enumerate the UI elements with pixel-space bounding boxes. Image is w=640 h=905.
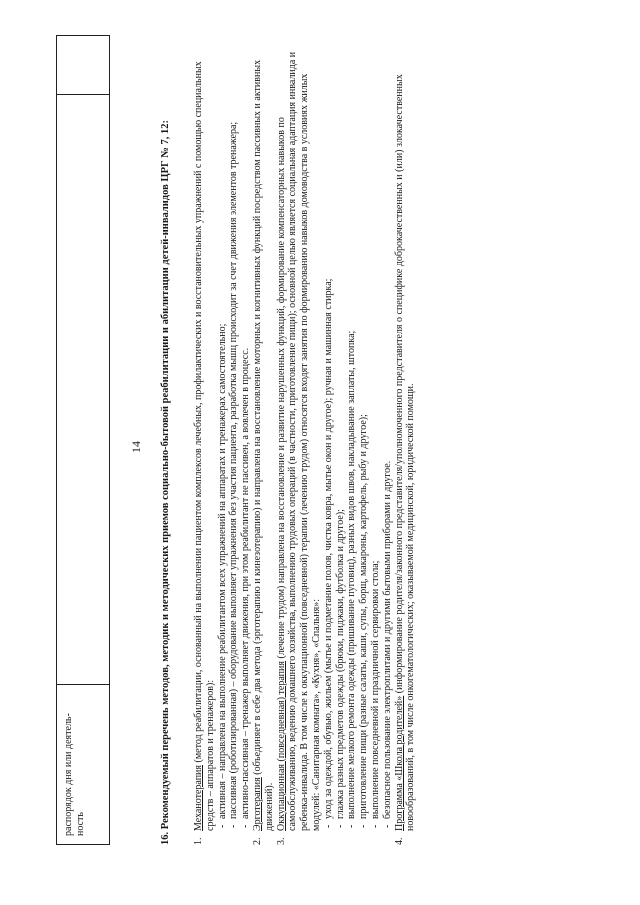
section-heading: 16. Рекомендуемый перечень методов, методик и методических приемов социально-бытовой реабилитации и абилитации детей-инвалидов ЦРГ № 7, 12:: [160, 120, 171, 845]
item-text: (лечение трудом) направлена на восстановление и развитие нарушенных функций, формирование компенсаторных навыков по самообслуживанию, ведению домашнего хозяйства, выполнению трудовых операций (в частности, приготовление пищи); основной целью является социальная адаптация инвалида и ребенка-инвалида. В том числе к оккупационной (повседневной) терапии (лечению трудом) относятся входят занятия по формированию навыков домоводства в условиях жилых модулей: «Санитарная комната», «Кухня», «Спальня»:: [275, 51, 322, 831]
sub-item: - выполнение мелкого ремонта одежды (пришивание пуговиц), разных видов швов, накладывание заплаты, штопка;: [346, 40, 358, 831]
sub-item: - уход за одеждой, обувью, жильем (мытье и подметание полов, чистка ковра, мытье окон и другое); ручная и машинная стирка;: [323, 40, 335, 831]
rotated-content: [56, 35, 466, 845]
item-term: Эрготерапия: [251, 777, 263, 831]
sub-item: - приготовление пищи (разные салаты, каши, супы, борщ, макароны, картофель, рыбу и другое);: [358, 40, 370, 831]
schedule-table-cell: распорядок дня или деятель-ность: [57, 684, 109, 844]
list-item: [276, 40, 394, 845]
item-number: 2.: [251, 837, 263, 845]
item-term: Программа «Школа родителей»: [393, 695, 405, 831]
item-text: (метод реабилитации, основанный на выполнении пациентом комплексов лечебных, профилактических и восстановительных упражнений с помощью специальных средств – аппаратов и тренажеров):: [193, 61, 216, 831]
item-term: Оккупационная (повседневная) терапия: [275, 661, 287, 831]
page-number: 14: [129, 441, 143, 453]
sub-item: - пассивная (роботизированная) – оборудование выполняет упражнения без участия пациента, разработка мышц происходит за счет движения элементов тренажера;: [228, 40, 240, 831]
item-body: [276, 40, 323, 831]
item-text: (информирование родителя/законного представителя/уполномоченного представителя о специфике доброкачественных и (или) злокачественных новообразований, в том числе онкогематологических; оказываемой медицинской, юридической помощи.: [393, 74, 417, 831]
schedule-table: [56, 35, 110, 845]
sub-item: - глажка разных предметов одежды (брюки, пиджаки, футболка и другое);: [335, 40, 347, 831]
item-term: Механотерапия: [193, 764, 204, 831]
sub-item: - безопасное пользование электроплитами и другими бытовыми приборами и другое.: [382, 40, 394, 831]
item-body: [394, 40, 418, 831]
item-text: (объединяет в себе два метода (эрготерапию и кинезотерапию) и направлена на восстановление моторных и когнитивных функций посредством пассивных и активных движений).: [251, 59, 275, 831]
sub-item: - выполнение повседневной и праздничной сервировки стола;: [370, 40, 382, 831]
sub-item: - активно-пассивная – тренажер выполняет движения, при этом реабилитант не пассивен, а вовлечен в процесс.: [240, 40, 252, 831]
list-item: [394, 40, 418, 845]
list-item: [252, 40, 276, 845]
item-number: 1.: [193, 837, 204, 845]
item-number: 3.: [275, 837, 287, 845]
methods-list: [193, 40, 417, 845]
item-body: [252, 40, 276, 831]
sub-item: - активная – направлена на выполнение реабилитантом всех упражнений на аппаратах и тренажерах самостоятельно;: [217, 40, 229, 831]
item-number: 4.: [393, 837, 405, 845]
schedule-table-empty-cell: [57, 94, 109, 684]
item-body: [193, 40, 217, 831]
list-item: [193, 40, 252, 845]
